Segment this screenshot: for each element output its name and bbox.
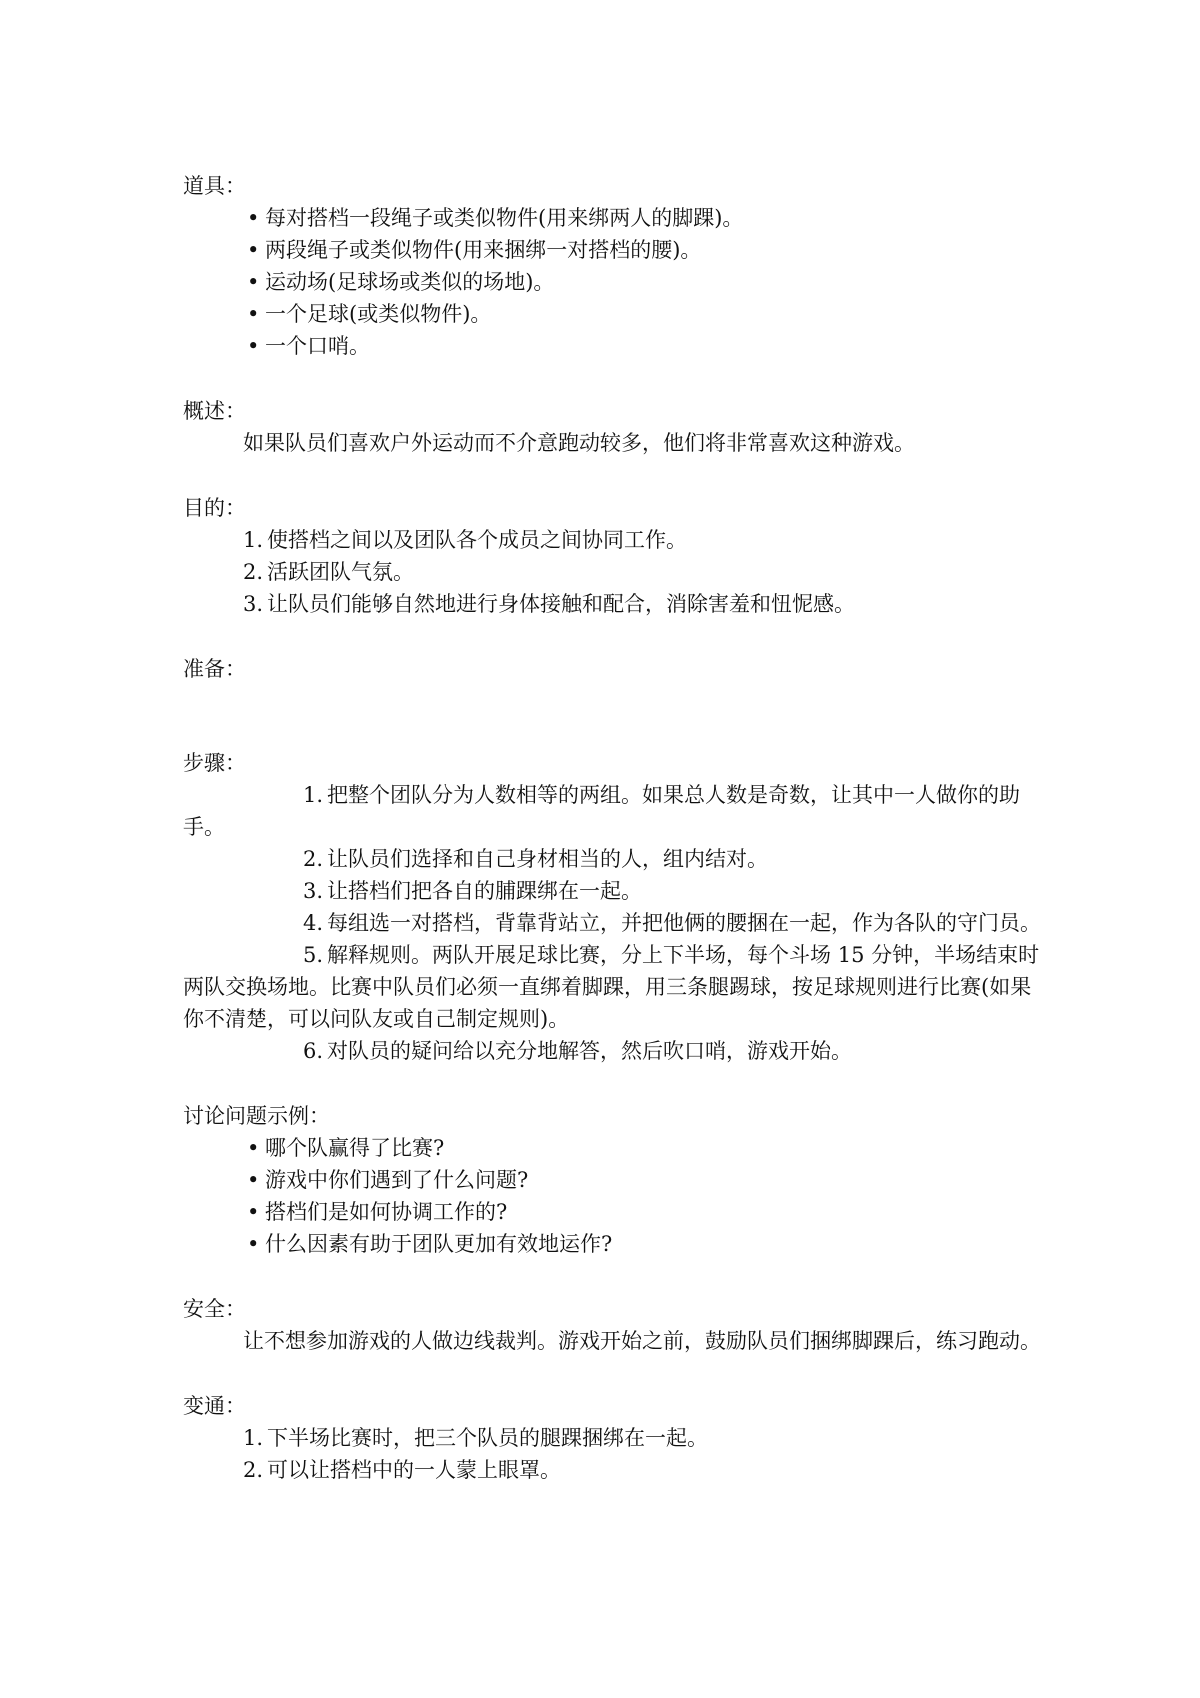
- item-number: 3.: [303, 879, 324, 903]
- item-number: 2.: [243, 560, 264, 584]
- props-section: [183, 170, 1043, 362]
- bullet-icon: •: [247, 1136, 260, 1160]
- overview-text: 如果队员们喜欢户外运动而不介意跑动较多，他们将非常喜欢这种游戏。: [243, 431, 915, 455]
- step-paragraph: [183, 875, 1043, 907]
- step-text: 解释规则。两队开展足球比赛，分上下半场，每个斗场 15 分钟，半场结束时两队交换场地。比赛中队员们必须一直绑着脚踝，用三条腿踢球，按足球规则进行比赛(如果你不清楚，可以问队友或自己制定规则)。: [183, 943, 1040, 1031]
- variations-list: [183, 1422, 1043, 1486]
- list-item-text: 运动场(足球场或类似的场地)。: [265, 270, 555, 294]
- overview-heading: 概述：: [183, 399, 246, 423]
- item-number: 6.: [303, 1039, 324, 1063]
- list-item: [247, 202, 1043, 234]
- bullet-icon: •: [247, 270, 260, 294]
- item-number: 1.: [303, 783, 324, 807]
- list-item-text: 下半场比赛时，把三个队员的腿踝捆绑在一起。: [267, 1426, 709, 1450]
- list-item: [243, 1422, 1043, 1454]
- bullet-icon: •: [247, 206, 260, 230]
- spacer: [183, 1067, 1043, 1100]
- bullet-icon: •: [247, 302, 260, 326]
- item-number: 2.: [303, 847, 324, 871]
- preparation-section: [183, 653, 1043, 685]
- list-item-text: 一个口哨。: [265, 334, 370, 358]
- step-paragraph: [183, 907, 1043, 939]
- list-item-text: 一个足球(或类似物件)。: [265, 302, 492, 326]
- step-text: 对队员的疑问给以充分地解答，然后吹口哨，游戏开始。: [327, 1039, 853, 1063]
- document-page: [183, 170, 1043, 1486]
- list-item-text: 什么因素有助于团队更加有效地运作?: [265, 1232, 613, 1256]
- step-text: 每组选一对搭档，背靠背站立，并把他俩的腰捆在一起，作为各队的守门员。: [327, 911, 1042, 935]
- list-item-text: 让队员们能够自然地进行身体接触和配合，消除害羞和忸怩感。: [267, 592, 856, 616]
- safety-text: 让不想参加游戏的人做边线裁判。游戏开始之前，鼓励队员们捆绑脚踝后，练习跑动。: [243, 1329, 1041, 1353]
- list-item: [247, 298, 1043, 330]
- item-number: 1.: [243, 1426, 264, 1450]
- bullet-icon: •: [247, 334, 260, 358]
- step-paragraph: [183, 843, 1043, 875]
- steps-heading: 步骤：: [183, 751, 246, 775]
- discussion-section: [183, 1100, 1043, 1260]
- list-item-text: 使搭档之间以及团队各个成员之间协同工作。: [267, 528, 688, 552]
- bullet-icon: •: [247, 238, 260, 262]
- list-item-text: 每对搭档一段绳子或类似物件(用来绑两人的脚踝)。: [265, 206, 744, 230]
- step-paragraph: [183, 779, 1043, 843]
- list-item-text: 哪个队赢得了比赛?: [265, 1136, 445, 1160]
- safety-heading: 安全：: [183, 1297, 246, 1321]
- item-number: 1.: [243, 528, 264, 552]
- list-item-text: 可以让搭档中的一人蒙上眼罩。: [267, 1458, 562, 1482]
- list-item: [243, 556, 1043, 588]
- list-item: [247, 1164, 1043, 1196]
- step-paragraph: [183, 1035, 1043, 1067]
- step-text: 让队员们选择和自己身材相当的人，组内结对。: [327, 847, 769, 871]
- item-number: 2.: [243, 1458, 264, 1482]
- list-item-text: 游戏中你们遇到了什么问题?: [265, 1168, 529, 1192]
- list-item-text: 活跃团队气氛。: [267, 560, 415, 584]
- list-item: [243, 524, 1043, 556]
- purpose-heading: 目的：: [183, 496, 246, 520]
- purpose-list: [183, 524, 1043, 620]
- props-heading: 道具：: [183, 174, 246, 198]
- list-item: [247, 266, 1043, 298]
- list-item: [243, 1454, 1043, 1486]
- discussion-heading: 讨论问题示例：: [183, 1104, 330, 1128]
- safety-section: [183, 1293, 1043, 1357]
- list-item: [247, 1132, 1043, 1164]
- list-item: [247, 1196, 1043, 1228]
- bullet-icon: •: [247, 1200, 260, 1224]
- bullet-icon: •: [247, 1232, 260, 1256]
- discussion-list: [183, 1132, 1043, 1260]
- spacer: [183, 362, 1043, 395]
- bullet-icon: •: [247, 1168, 260, 1192]
- variations-section: [183, 1390, 1043, 1486]
- list-item-text: 搭档们是如何协调工作的?: [265, 1200, 508, 1224]
- list-item: [247, 1228, 1043, 1260]
- item-number: 3.: [243, 592, 264, 616]
- list-item: [243, 588, 1043, 620]
- purpose-section: [183, 492, 1043, 620]
- spacer: [183, 685, 1043, 747]
- spacer: [183, 1357, 1043, 1390]
- spacer: [183, 620, 1043, 653]
- step-text: 让搭档们把各自的脯踝绑在一起。: [327, 879, 643, 903]
- step-paragraph: [183, 939, 1043, 1035]
- list-item: [247, 234, 1043, 266]
- list-item-text: 两段绳子或类似物件(用来捆绑一对搭档的腰)。: [265, 238, 702, 262]
- spacer: [183, 459, 1043, 492]
- steps-section: [183, 747, 1043, 1067]
- list-item: [247, 330, 1043, 362]
- step-text: 把整个团队分为人数相等的两组。如果总人数是奇数，让其中一人做你的助手。: [183, 783, 1021, 839]
- item-number: 4.: [303, 911, 324, 935]
- item-number: 5.: [303, 943, 324, 967]
- props-list: [183, 202, 1043, 362]
- variations-heading: 变通：: [183, 1394, 246, 1418]
- preparation-heading: 准备：: [183, 657, 246, 681]
- spacer: [183, 1260, 1043, 1293]
- overview-section: [183, 395, 1043, 459]
